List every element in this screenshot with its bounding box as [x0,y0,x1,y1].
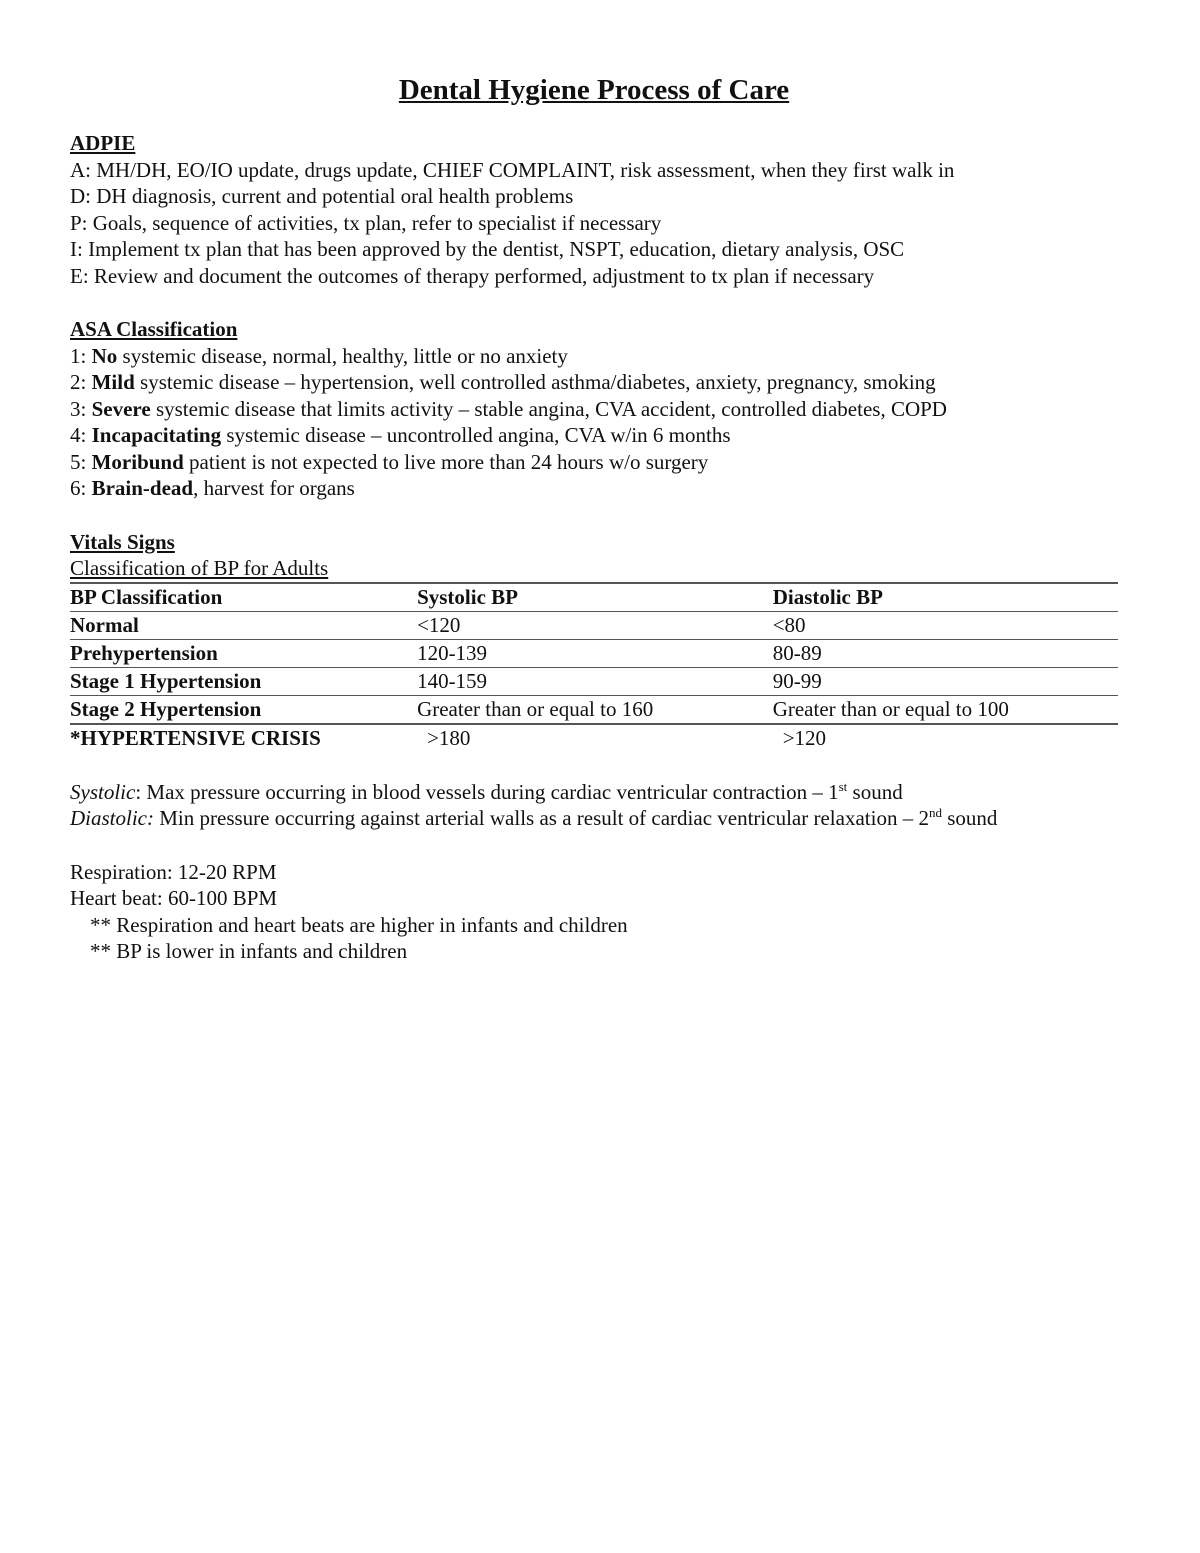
asa-item-description: systemic disease that limits activity – stable angina, CVA accident, controlled diabetes, COPD [150,396,947,421]
diastolic-sup: nd [928,805,942,820]
note-line: ** Respiration and heart beats are higher in infants and children [90,912,628,937]
table-row [70,639,1118,667]
asa-item-description: patient is not expected to live more than 24 hours w/o surgery [183,449,709,474]
heart-rate: Heart beat: 60-100 BPM [70,886,278,910]
table-cell: <120 [417,613,461,637]
adpie-line-i: I: Implement tx plan that has been approved by the dentist, NSPT, education, dietary analysis, OSC [70,237,905,261]
table-cell: Greater than or equal to 100 [772,697,1009,721]
table-row [70,724,1118,752]
vitals-heading: Vitals Signs [70,529,175,554]
table-cell: Normal [70,613,139,637]
asa-item-description: systemic disease – uncontrolled angina, CVA w/in 6 months [221,423,731,447]
adpie-line-d: D: DH diagnosis, current and potential oral health problems [70,184,574,208]
systolic-definition [70,779,1118,806]
systolic-term: Systolic [70,779,136,804]
table-cell: 140-159 [417,669,488,693]
asa-item-class: Severe [91,396,151,421]
table-row [70,695,1118,724]
asa-item [70,422,1118,449]
adpie-line-e: E: Review and document the outcomes of therapy performed, adjustment to tx plan if necessary [70,263,875,288]
asa-item-class: Incapacitating [91,423,222,447]
table-cell: *HYPERTENSIVE CRISIS [70,726,321,750]
asa-item-class: Moribund [91,449,184,474]
systolic-after: sound [847,779,903,804]
diastolic-term: Diastolic: [70,806,154,830]
bp-classification-table [70,582,1118,752]
asa-item [70,343,1118,370]
asa-item-description: , harvest for organs [193,476,355,500]
asa-item [70,475,1118,502]
asa-item-description: systemic disease – hypertension, well controlled asthma/diabetes, anxiety, pregnancy, smoking [134,370,936,394]
systolic-text: : Max pressure occurring in blood vessels during cardiac ventricular contraction – 1 [135,779,839,804]
table-cell: >120 [782,726,827,750]
bp-table-caption: Classification of BP for Adults [70,556,329,580]
vitals-section [70,529,1118,965]
asa-item-number: 4: [70,423,92,447]
table-cell: Stage 1 Hypertension [70,669,262,693]
table-cell: 120-139 [417,641,488,665]
table-cell: Prehypertension [70,641,218,665]
table-header-cell: Diastolic BP [772,585,883,609]
table-header-cell: BP Classification [70,585,223,609]
asa-item-number: 1: [70,343,92,368]
asa-item [70,449,1118,476]
asa-item-number: 6: [70,476,92,500]
table-header-row [70,583,1118,612]
asa-item-number: 5: [70,449,92,474]
asa-item-number: 3: [70,396,92,421]
systolic-sup: st [838,778,848,794]
table-cell: 90-99 [772,669,822,693]
asa-item-class: Mild [91,370,135,394]
document-page [70,70,1118,965]
table-cell: >180 [427,726,471,750]
asa-item-class: No [91,343,118,368]
note-line: ** BP is lower in infants and children [90,939,408,963]
table-cell: <80 [772,613,806,637]
table-cell: 80-89 [772,641,822,665]
asa-section [70,316,1118,502]
asa-item-class: Brain-dead [91,476,194,500]
respiration-rate: Respiration: 12-20 RPM [70,859,277,884]
table-cell: Greater than or equal to 160 [417,697,654,721]
table-header-cell: Systolic BP [417,585,518,609]
diastolic-definition [70,805,1118,832]
diastolic-after: sound [941,806,998,830]
table-row [70,611,1118,639]
page-title: Dental Hygiene Process of Care [398,74,790,106]
asa-item [70,396,1118,423]
adpie-heading: ADPIE [70,131,136,155]
asa-item-number: 2: [70,370,92,394]
adpie-line-a: A: MH/DH, EO/IO update, drugs update, CHIEF COMPLAINT, risk assessment, when they first walk in [70,157,955,182]
adpie-line-p: P: Goals, sequence of activities, tx plan, refer to specialist if necessary [70,210,662,235]
asa-item-description: systemic disease, normal, healthy, little or no anxiety [117,343,568,368]
adpie-section [70,130,1118,289]
table-cell: Stage 2 Hypertension [70,697,262,721]
table-row [70,667,1118,695]
asa-heading: ASA Classification [70,317,238,341]
asa-item [70,369,1118,396]
diastolic-text: Min pressure occurring against arterial walls as a result of cardiac ventricular relaxation – 2 [154,806,929,830]
